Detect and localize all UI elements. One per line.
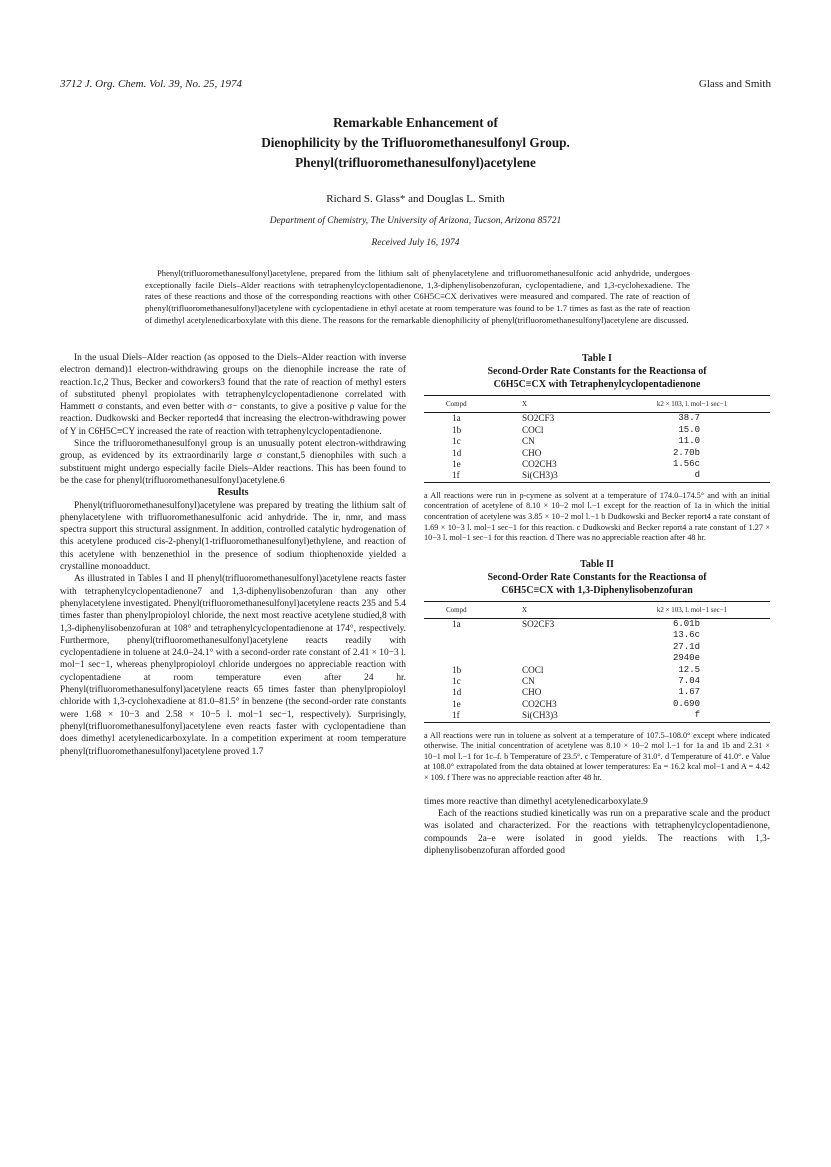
table-row [424, 448, 770, 459]
paragraph: times more reactive than dimethyl acetylenedicarboxylate.9 [424, 796, 648, 807]
column-header: k2 × 103, l. mol−1 sec−1 [656, 605, 728, 614]
table-cell: COCl [522, 424, 544, 435]
table-row [424, 710, 770, 722]
title-line: Remarkable Enhancement of [333, 115, 498, 130]
table-row [424, 619, 770, 631]
paragraph: Each of the reactions studied kinetically was run on a preparative scale and the product was isolated and characterized. For the reactions with tetraphenylcyclopentadienone, compounds 2a–e were isolated in good yields. The reactions with 1,3-diphenylisobenzofuran afforded good [424, 808, 770, 856]
table-header-row [424, 601, 770, 618]
right-column [424, 352, 770, 857]
table-cell [424, 642, 522, 653]
table-cell: 1c [452, 676, 461, 687]
table-cell: 1c [452, 436, 461, 447]
table-row [424, 653, 770, 664]
table-cell: CN [522, 676, 535, 687]
table-cell: 1f [452, 470, 460, 481]
table-cell: 38.7 [678, 413, 700, 424]
paragraph: As illustrated in Tables I and II phenyl(trifluoromethanesulfonyl)acetylene reacts faster with tetraphenylcyclopentadienone7 and 1,3-diphenylisobenzofuran than any other phenylacetylene investigated. Phenyl(trifluoromethanesulfonyl)acetylene reacts 235 and 5.4 times faster than phenylpropioloyl chloride, the next most reactive acetylene studied,8 with 1,3-diphenylisobenzofuran at 108° and tetraphenylcyclopentadienone at 174°, respectively. Furthermore, phenyl(trifluoromethanesulfonyl)acetylene reacts readily with cyclopentadiene in toluene at 24.0–24.1° with a second-order rate constant of 2.41 × 10−3 l. mol−1 sec−1, whereas phenylpropioloyl chloride undergoes no appreciable reaction with cyclopentadiene at room temperature even after 24 hr. Phenyl(trifluoromethanesulfonyl)acetylene reacts 65 times faster than phenylpropioloyl chloride with 1,3-cyclohexadiene at 81.0–81.5° in benzene (the second-order rate constants were 1.68 × 10−3 and 2.58 × 10−5 l. mol−1 sec−1, respectively). Surprisingly, phenyl(trifluoromethanesulfonyl)acetylene even reacts faster with cyclopentadiene than does dimethyl acetylenedicarboxylate. In a competition experiment at room temperature phenyl(trifluoromethanesulfonyl)acetylene proved 1.7 [60, 574, 406, 757]
table2-title: Second-Order Rate Constants for the Reactionsa of [487, 571, 707, 583]
table1-title: C6H5C≡CX with Tetraphenylcyclopentadienone [493, 379, 701, 390]
abstract: Phenyl(trifluoromethanesulfonyl)acetylene, prepared from the lithium salt of phenylacetylene and trifluoromethanesulfonic acid anhydride, undergoes exceptionally facile Diels–Alder reactions with tetraphenylcyclopentadienone, 1,3-diphenylisobenzofuran, cyclopentadiene, and 1,3-cyclohexadiene. The rates of these reactions and those of the corresponding reactions with other C6H5C≡CX derivatives were measured and compared. The rate of reaction of phenyl(trifluoromethanesulfonyl)acetylene with cyclopentadiene in ethyl acetate at room temperature was found to be 1.7 times as fast as the rate of reaction of dimethyl acetylenedicarboxylate with this diene. The reasons for the remarkable dienophilicity of phenyl(trifluoromethanesulfonyl)acetylene are discussed. [145, 268, 690, 325]
table1-label: Table I [582, 353, 612, 364]
paragraph: In the usual Diels–Alder reaction (as opposed to the Diels–Alder reaction with inverse electron demand)1 electron-withdrawing groups on the dienophile increase the rate of reaction.1c,2 Thus, Becker and coworkers3 found that the rate of reaction of methyl esters of substituted phenyl propiolates with tetraphenylcyclopentadienone correlated with Hammett σ constants, and even better with σ− constants, to give a positive ρ value for the reaction. Dudkowski and Becker reported4 that increasing the electron-withdrawing power of Y in C6H5C≡CY increased the rate of reaction with tetraphenylcyclopentadienone. [60, 353, 406, 437]
table-row [424, 676, 770, 687]
left-column [60, 352, 406, 758]
table-cell: 13.6c [672, 630, 700, 641]
column-header: k2 × 103, l. mol−1 sec−1 [656, 400, 728, 408]
table-row [424, 425, 770, 436]
table-cell: CO2CH3 [522, 458, 557, 469]
title-line: Phenyl(trifluoromethanesulfonyl)acetylene [295, 155, 536, 170]
table-cell [522, 642, 614, 653]
table-cell: CHO [522, 687, 542, 698]
affiliation: Department of Chemistry, The University of Arizona, Tucson, Arizona 85721 [269, 216, 562, 226]
received-date: Received July 16, 1974 [371, 238, 460, 248]
table-cell: 11.0 [678, 436, 700, 447]
table-cell: SO2CF3 [522, 413, 555, 424]
column-header: X [522, 400, 528, 408]
table-cell: 1b [452, 424, 462, 435]
table1 [424, 395, 770, 483]
table-cell: SO2CF3 [522, 619, 555, 629]
table-cell [424, 630, 522, 641]
table-cell: 1d [452, 687, 462, 698]
table-cell: 7.04 [678, 676, 700, 687]
table-row [424, 630, 770, 641]
running-head-right: Glass and Smith [698, 78, 771, 90]
table-cell: 1.67 [678, 687, 700, 698]
table-cell: 2940e [672, 653, 700, 664]
table-row [424, 436, 770, 447]
table-cell: Si(CH3)3 [522, 710, 558, 721]
table1-title: Second-Order Rate Constants for the Reactionsa of [487, 366, 707, 377]
table-cell [522, 630, 614, 641]
table-cell: 1e [452, 458, 461, 469]
table-header-row [424, 396, 770, 413]
table-row [424, 470, 770, 482]
table-cell: d [694, 470, 700, 481]
table-cell: 1.56c [672, 458, 700, 469]
table-cell: 1a [452, 619, 461, 629]
table2-label: Table II [580, 558, 614, 570]
title-line: Dienophilicity by the Trifluoromethanesulfonyl Group. [261, 135, 570, 150]
column-header: Compd [446, 400, 467, 408]
table-cell: 0.690 [672, 698, 700, 709]
table-cell: 1b [452, 664, 462, 675]
table-cell [424, 653, 522, 664]
table1-footnote: a All reactions were run in p-cymene as solvent at a temperature of 174.0–174.5° and with an initial concentration of acetylene of 8.10 × 10−2 mol l.−1 except for the reaction of 1a in which the initial concentration of acetylene was 3.85 × 10−2 mol l.−1 b Dudkowski and Becker report4 a rate constant of 1.69 × 10−3 l. mol−1 sec−1 for this reaction. c Dudkowski and Becker report4 a rate constant of 1.27 × 10−3 l. mol−1 sec−1 for this reaction. d There was no appreciable reaction after 48 hr. [424, 490, 770, 543]
table-row [424, 413, 770, 425]
table1-caption [424, 352, 770, 391]
column-header: Compd [446, 605, 467, 614]
table-cell: CN [522, 436, 535, 447]
table-row [424, 665, 770, 676]
table2-title: C6H5C≡CX with 1,3-Diphenylisobenzofuran [501, 584, 693, 596]
table-cell: 15.0 [678, 424, 700, 435]
table-cell: COCl [522, 664, 544, 675]
table-cell: 2.70b [672, 447, 700, 458]
table-cell: 1a [452, 413, 461, 424]
table-cell: 1e [452, 698, 461, 709]
table-cell: Si(CH3)3 [522, 470, 558, 481]
table-cell: 1f [452, 710, 460, 721]
table-cell: 6.01b [672, 619, 700, 629]
table2-caption [424, 558, 770, 597]
table-row [424, 642, 770, 653]
table-row [424, 459, 770, 470]
article-title [60, 113, 771, 173]
table2 [424, 601, 770, 723]
table-cell: CO2CH3 [522, 698, 557, 709]
table-cell: 27.1d [672, 641, 700, 652]
table-row [424, 687, 770, 698]
table-row [424, 699, 770, 710]
section-heading-results: Results [217, 487, 249, 499]
paragraph: Phenyl(trifluoromethanesulfonyl)acetylene was prepared by treating the lithium salt of phenylacetylene with trifluoromethanesulfonic acid anhydride. The ir, nmr, and mass spectra support this structural assignment. In addition, controlled catalytic hydrogenation of this acetylene produced cis-2-phenyl(1-trifluoromethanesulfonyl)ethylene, and reaction of this acetylene with benzenethiol in the presence of sodium thiophenoxide yielded a crystalline monoadduct. [60, 500, 406, 573]
table-cell [522, 653, 614, 664]
authors: Richard S. Glass* and Douglas L. Smith [326, 193, 505, 205]
table2-footnote: a All reactions were run in toluene as solvent at a temperature of 107.5–108.0° except where indicated otherwise. The initial concentration of acetylene was 8.10 × 10−2 mol l.−1 for 1a and 1b and 2.31 × 10−1 mol l.−1 for 1c–f. b Temperature of 23.5°. c Temperature of 31.0°. d Temperature of 41.0°. e Value at 108.0° extrapolated from the data obtained at lower temperatures: Ea = 16.2 kcal mol−1 and A = 4.42 × 109. f There was no appreciable reaction after 48 hr. [424, 730, 770, 783]
table-cell: 12.5 [678, 664, 700, 675]
running-head-left: 3712 J. Org. Chem. Vol. 39, No. 25, 1974 [60, 78, 243, 90]
table-cell: 1d [452, 447, 462, 458]
table-cell: f [694, 710, 700, 721]
paragraph: Since the trifluoromethanesulfonyl group is an unusually potent electron-withdrawing group, as evidenced by its extraordinarily large σ constant,5 dienophiles with such a substituent might undergo especially facile Diels–Alder reactions. This has been found to be the case for phenyl(trifluoromethanesulfonyl)acetylene.6 [60, 439, 406, 486]
column-header: X [522, 605, 528, 614]
running-head [60, 78, 771, 90]
table-cell: CHO [522, 447, 542, 458]
